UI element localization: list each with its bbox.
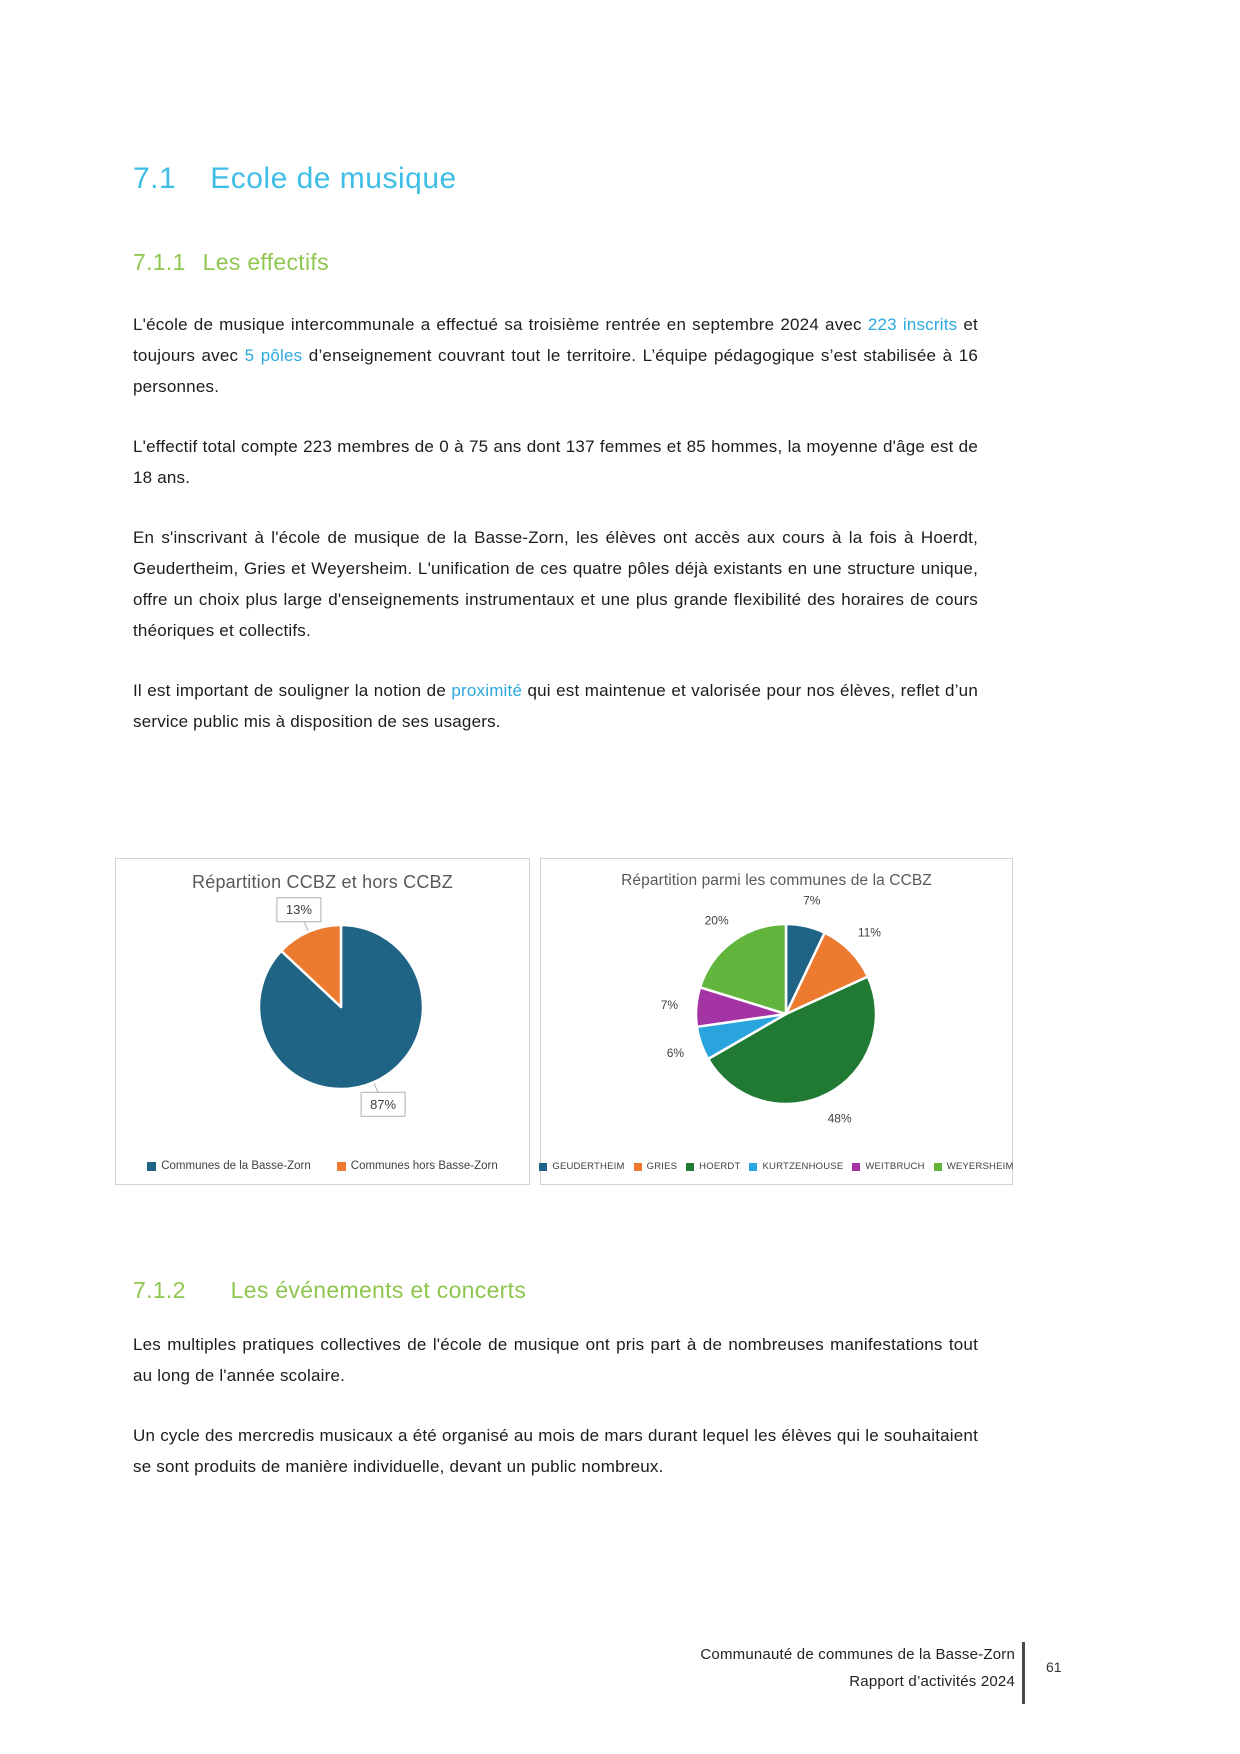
legend-swatch	[852, 1163, 860, 1171]
accent-text: 223 inscrits	[867, 315, 958, 334]
body-text: qui est maintenue et valorisée pour nos élèves, reflet d’un service public mis à disposition de ses usagers.	[133, 681, 978, 731]
data-label: 7%	[803, 893, 821, 908]
data-label: 48%	[827, 1111, 852, 1126]
footer-divider	[1022, 1642, 1025, 1704]
legend-swatch	[147, 1162, 156, 1171]
footer-report-title: Rapport d’activités 2024	[849, 1673, 1015, 1690]
body-text: L'effectif total compte 223 membres de 0 à 75 ans dont 137 femmes et 85 hommes, la moyenne d'âge est de 18 ans.	[133, 437, 978, 487]
accent-text: 5 pôles	[244, 346, 303, 365]
pie-chart-communes-ccbz	[540, 858, 1013, 1185]
section-title: Ecole de musique	[210, 162, 457, 195]
chart-title: Répartition CCBZ et hors CCBZ	[192, 872, 453, 892]
data-label: 6%	[666, 1045, 685, 1060]
footer	[0, 1641, 1015, 1695]
legend-item	[634, 1161, 678, 1172]
data-label: 20%	[704, 913, 729, 928]
paragraph	[133, 675, 978, 737]
section-number: 7.1.1	[133, 249, 186, 275]
paragraph	[133, 309, 978, 402]
legend-item	[147, 1160, 311, 1172]
pie-chart	[116, 895, 529, 1132]
legend-swatch	[539, 1163, 547, 1171]
data-label: 11%	[857, 925, 881, 940]
legend-label: HOERDT	[699, 1161, 741, 1172]
body-text: Les multiples pratiques collectives de l'école de musique ont pris part à de nombreuses manifestations tout au long de l'année scolaire.	[133, 1335, 978, 1385]
footer-organization: Communauté de communes de la Basse-Zorn	[700, 1646, 1015, 1663]
legend-swatch	[749, 1163, 757, 1171]
legend-item	[539, 1161, 624, 1172]
data-label: 7%	[660, 998, 679, 1013]
body-text-block-2	[133, 1329, 978, 1511]
legend-swatch	[934, 1163, 942, 1171]
legend-label: Communes de la Basse-Zorn	[161, 1160, 311, 1172]
chart-legend	[541, 1161, 1012, 1172]
legend-item	[749, 1161, 843, 1172]
legend-label: GRIES	[646, 1161, 678, 1172]
pie-chart-ccbz-vs-hors	[115, 858, 530, 1185]
data-label: 87%	[370, 1096, 397, 1112]
section-heading-7-1	[133, 162, 457, 196]
charts-row	[0, 858, 1240, 1185]
legend-swatch	[337, 1162, 346, 1171]
body-text: et toujours avec	[133, 315, 978, 365]
body-text: Un cycle des mercredis musicaux a été organisé au mois de mars durant lequel les élèves qui le souhaitaient se sont produits de manière individuelle, devant un public nombreux.	[133, 1426, 978, 1476]
paragraph	[133, 1420, 978, 1482]
page-number: 61	[1046, 1659, 1062, 1675]
section-title: Les effectifs	[202, 249, 329, 275]
legend-label: WEITBRUCH	[865, 1161, 925, 1172]
section-number: 7.1.2	[133, 1277, 186, 1303]
accent-text: proximité	[451, 681, 523, 700]
legend-item	[934, 1161, 1014, 1172]
legend-item	[686, 1161, 740, 1172]
chart-title: Répartition parmi les communes de la CCBZ	[621, 872, 932, 889]
legend-item	[852, 1161, 924, 1172]
body-text: L'école de musique intercommunale a effectué sa troisième rentrée en septembre 2024 avec	[133, 315, 868, 334]
legend-swatch	[634, 1163, 642, 1171]
chart-legend	[116, 1160, 529, 1172]
legend-label: GEUDERTHEIM	[552, 1161, 625, 1172]
body-text: Il est important de souligner la notion de	[133, 681, 452, 700]
legend-item	[337, 1160, 498, 1172]
paragraph	[133, 431, 978, 493]
section-heading-7-1-2	[133, 1277, 526, 1304]
paragraph	[133, 1329, 978, 1391]
section-heading-7-1-1	[133, 249, 329, 276]
body-text-block-1	[133, 309, 978, 766]
data-label: 13%	[285, 902, 312, 918]
legend-label: Communes hors Basse-Zorn	[350, 1160, 498, 1172]
paragraph	[133, 522, 978, 646]
body-text: d’enseignement couvrant tout le territoire. L’équipe pédagogique s’est stabilisée à 16 personnes.	[133, 346, 978, 396]
pie-chart	[541, 892, 1012, 1129]
legend-label: WEYERSHEIM	[946, 1161, 1014, 1172]
section-number: 7.1	[133, 162, 177, 195]
body-text: En s'inscrivant à l'école de musique de la Basse-Zorn, les élèves ont accès aux cours à la fois à Hoerdt, Geudertheim, Gries et Weyersheim. L'unification de ces quatre pôles déjà existants en une structure unique, offre un choix plus large d'enseignements instrumentaux et une plus grande flexibilité des horaires de cours théoriques et collectifs.	[133, 528, 978, 640]
legend-label: KURTZENHOUSE	[762, 1161, 844, 1172]
section-title: Les événements et concerts	[230, 1277, 527, 1303]
legend-swatch	[686, 1163, 694, 1171]
